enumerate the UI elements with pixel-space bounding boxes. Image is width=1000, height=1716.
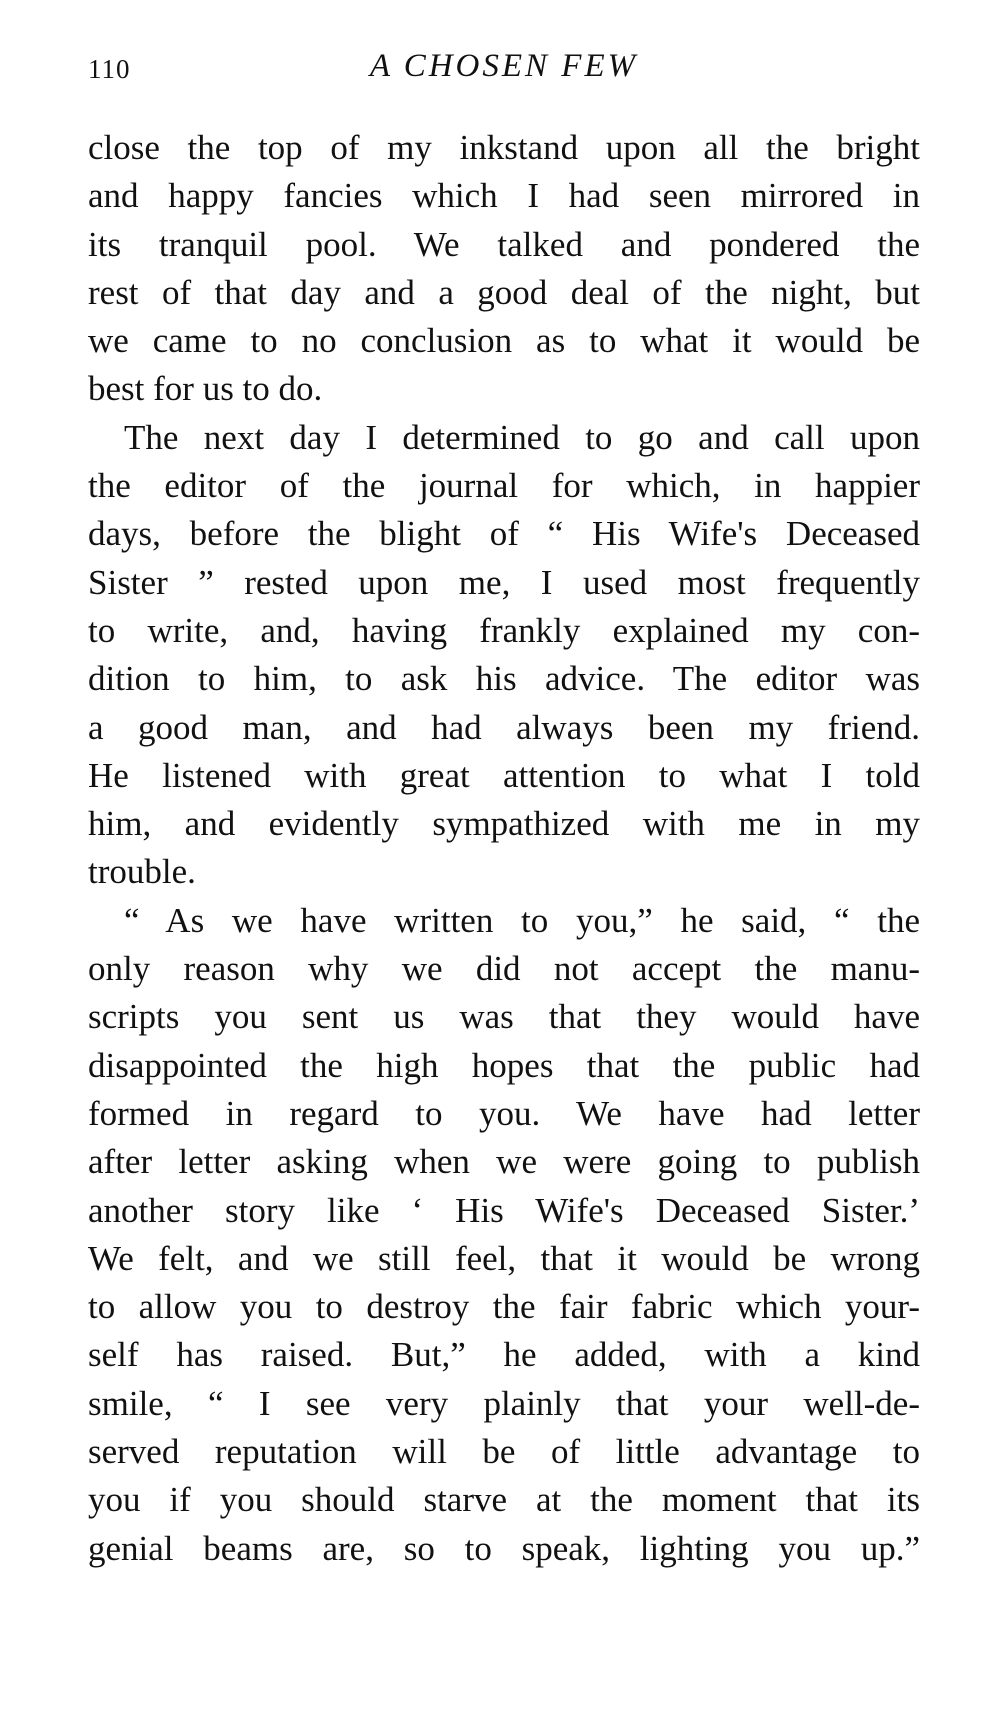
text-line: dition to him, to ask his advice. The editor was <box>88 659 920 699</box>
page-number: 110 <box>88 54 131 84</box>
text-line: served reputation will be of little advantage to <box>88 1432 920 1472</box>
text-line: scripts you sent us was that they would have <box>88 997 920 1037</box>
text-line: to write, and, having frankly explained my con- <box>88 610 920 650</box>
text-line: We felt, and we still feel, that it would be wrong <box>88 1238 920 1278</box>
text-line: a good man, and had always been my friend. <box>88 707 920 747</box>
text-line: the editor of the journal for which, in happier <box>88 466 920 506</box>
text-line: its tranquil pool. We talked and pondered the <box>88 224 920 264</box>
text-line: best for us to do. <box>88 369 323 409</box>
text-line: rest of that day and a good deal of the night, but <box>88 272 920 312</box>
text-line: him, and evidently sympathized with me in my <box>88 804 920 844</box>
text-line: only reason why we did not accept the manu- <box>88 949 920 989</box>
text-line: Sister ” rested upon me, I used most frequently <box>88 562 920 602</box>
text-line: to allow you to destroy the fair fabric which your- <box>88 1287 920 1327</box>
paragraph-2 <box>88 414 920 897</box>
text-line: trouble. <box>88 852 196 892</box>
text-line: and happy fancies which I had seen mirrored in <box>88 176 920 216</box>
running-head <box>88 48 920 88</box>
text-line: days, before the blight of “ His Wife's Deceased <box>88 514 920 554</box>
paragraph-1 <box>88 124 920 414</box>
text-line: genial beams are, so to speak, lighting you up.” <box>88 1528 920 1568</box>
paragraph-3 <box>88 897 920 1573</box>
text-line: close the top of my inkstand upon all the bright <box>88 128 920 167</box>
text-line: self has raised. But,” he added, with a kind <box>88 1335 920 1375</box>
text-line: formed in regard to you. We have had letter <box>88 1093 920 1133</box>
text-line: smile, “ I see very plainly that your well-de- <box>88 1383 920 1423</box>
text-line: we came to no conclusion as to what it would be <box>88 321 920 361</box>
body-text <box>88 124 920 1573</box>
text-line: “ As we have written to you,” he said, “ the <box>124 900 920 940</box>
text-line: The next day I determined to go and call upon <box>124 417 920 457</box>
running-title: A CHOSEN FEW <box>369 48 639 84</box>
text-line: you if you should starve at the moment that its <box>88 1480 920 1520</box>
text-line: disappointed the high hopes that the public had <box>88 1045 920 1085</box>
text-line: another story like ‘ His Wife's Deceased Sister.’ <box>88 1190 920 1230</box>
text-line: after letter asking when we were going to publish <box>88 1142 920 1182</box>
text-line: He listened with great attention to what I told <box>88 755 920 795</box>
